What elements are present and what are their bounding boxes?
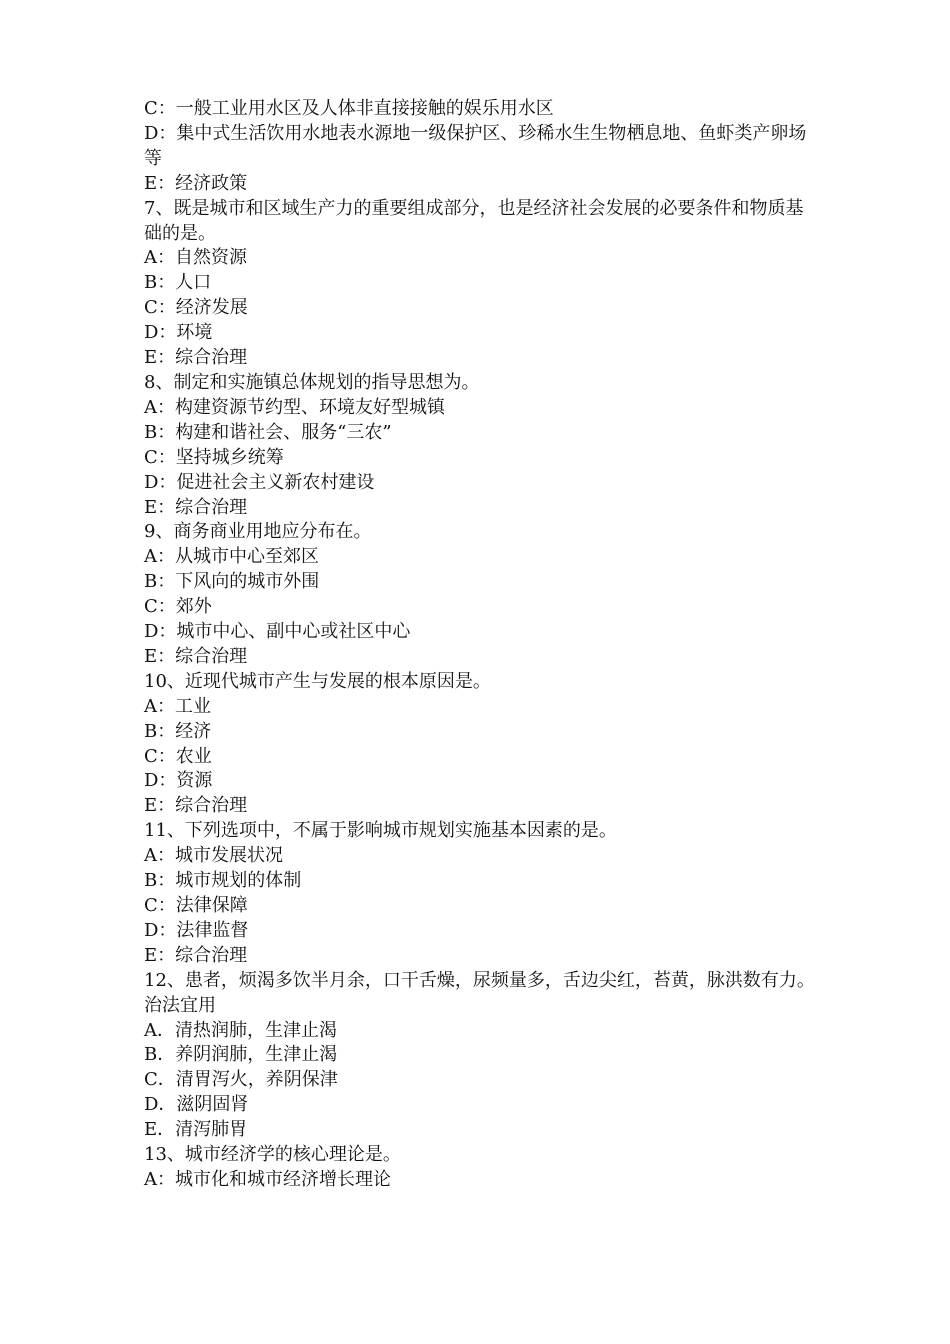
option-line: D：促进社会主义新农村建设 <box>144 471 375 493</box>
option-line: E：综合治理 <box>144 944 248 966</box>
option-line: E．清泻肺胃 <box>144 1119 248 1141</box>
option-line: D．滋阴固肾 <box>144 1094 249 1116</box>
option-line: C：郊外 <box>144 596 212 618</box>
option-line: B：人口 <box>144 272 212 294</box>
option-line: A：从城市中心至郊区 <box>144 546 319 568</box>
option-line: E：综合治理 <box>144 347 248 369</box>
option-line: C．清胃泻火，养阴保津 <box>144 1069 338 1091</box>
document-body <box>144 97 819 1193</box>
option-line: D：城市中心、副中心或社区中心 <box>144 621 411 643</box>
option-line: A：城市化和城市经济增长理论 <box>144 1168 391 1190</box>
option-line: C：农业 <box>144 745 212 767</box>
question-11: 11、下列选项中，不属于影响城市规划实施基本因素的是。 <box>144 820 617 842</box>
option-line: E：综合治理 <box>144 795 248 817</box>
question-9: 9、商务商业用地应分布在。 <box>144 521 372 543</box>
option-line: A．清热润肺，生津止渴 <box>144 1019 337 1041</box>
question-10: 10、近现代城市产生与发展的根本原因是。 <box>144 670 491 692</box>
option-line: D：资源 <box>144 770 213 792</box>
option-line: A：工业 <box>144 695 211 717</box>
question-7: 7、既是城市和区域生产力的重要组成部分，也是经济社会发展的必要条件和物质基础的是。 <box>144 197 804 244</box>
option-line: B：构建和谐社会、服务“三农” <box>144 421 392 443</box>
option-line: A：自然资源 <box>144 247 247 269</box>
text-line: E：经济政策 <box>144 172 248 194</box>
option-line: C：坚持城乡统筹 <box>144 446 284 468</box>
text-line: D：集中式生活饮用水地表水源地一级保护区、珍稀水生生物栖息地、鱼虾类产卵场等 <box>144 122 807 169</box>
text-line: C：一般工业用水区及人体非直接接触的娱乐用水区 <box>144 98 554 119</box>
option-line: A：城市发展状况 <box>144 845 283 867</box>
option-line: A：构建资源节约型、环境友好型城镇 <box>144 396 445 418</box>
option-line: B：下风向的城市外围 <box>144 571 320 593</box>
option-line: D：法律监督 <box>144 919 249 941</box>
option-line: B：经济 <box>144 720 212 742</box>
question-8: 8、制定和实施镇总体规划的指导思想为。 <box>144 371 480 393</box>
option-line: E：综合治理 <box>144 496 248 518</box>
option-line: B．养阴润肺，生津止渴 <box>144 1044 338 1066</box>
option-line: E：综合治理 <box>144 645 248 667</box>
question-12: 12、患者，烦渴多饮半月余，口干舌燥，尿频量多，舌边尖红，苔黄，脉洪数有力。治法宜用 <box>144 969 815 1016</box>
option-line: C：经济发展 <box>144 297 248 319</box>
option-line: C：法律保障 <box>144 895 248 916</box>
question-13: 13、城市经济学的核心理论是。 <box>144 1144 401 1166</box>
option-line: B：城市规划的体制 <box>144 870 302 892</box>
option-line: D：环境 <box>144 322 213 344</box>
